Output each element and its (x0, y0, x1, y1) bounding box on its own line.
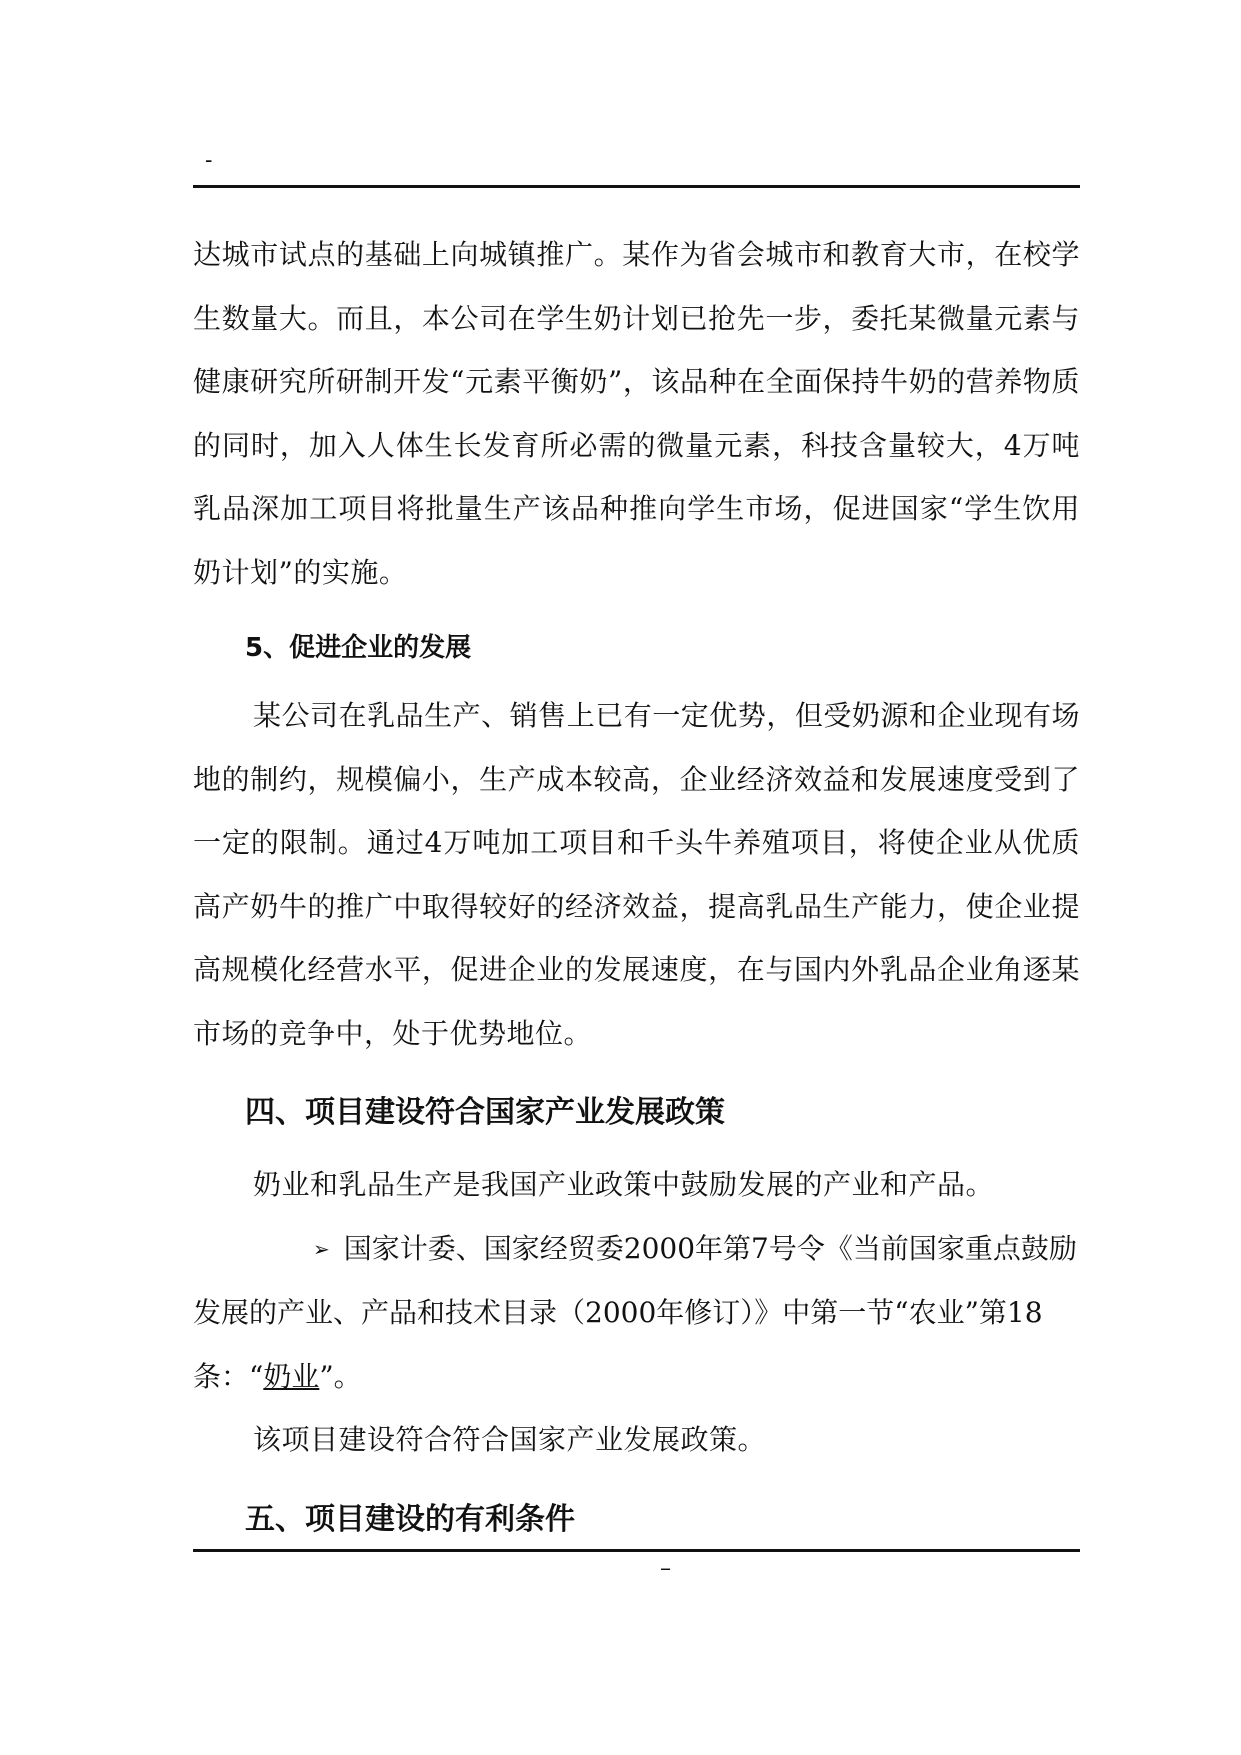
paragraph-policy-conclusion: 该项目建设符合符合国家产业发展政策。 (253, 1423, 767, 1456)
subheading-enterprise-development: 5、促进企业的发展 (245, 633, 472, 663)
footer-rule (193, 1549, 1080, 1552)
paragraph-enterprise-development: 某公司在乳品生产、销售上已有一定优势，但受奶源和企业现有场地的制约，规模偏小，生产成本较高，企业经济效益和发展速度受到了一定的限制。通过4万吨加工项目和千头牛养殖项目，将使企业从优质高产奶牛的推广中取得较好的经济效益，提高乳品生产能力，使企业提高规模化经营水平，促进企业的发展速度，在与国内外乳品企业角逐某市场的竞争中，处于优势地位。 (193, 699, 1080, 1050)
header-mark: - (205, 148, 213, 173)
paragraph-student-milk: 达城市试点的基础上向城镇推广。某作为省会城市和教育大市，在校学生数量大。而且，本公司在学生奶计划已抢先一步，委托某微量元素与健康研究所研制开发“元素平衡奶”，该品种在全面保持牛奶的营养物质的同时，加入人体生长发育所必需的微量元素，科技含量较大，4万吨乳品深加工项目将批量生产该品种推向学生市场，促进国家“学生饮用奶计划”的实施。 (193, 238, 1080, 589)
bullet-underlined-term: 奶业 (263, 1359, 320, 1393)
footer-mark: – (660, 1556, 671, 1581)
bullet-arrow-icon: ➢ (313, 1236, 330, 1261)
bullet-text: 国家计委、国家经贸委2000年第7号令《当前国家重点鼓励发展的产业、产品和技术目录（2000年修订）》中第一节“农业”第18条：“ (193, 1231, 1077, 1393)
header-rule (193, 185, 1080, 188)
bullet-item-policy-catalog (193, 1217, 1080, 1409)
section-title-favorable-conditions: 五、项目建设的有利条件 (245, 1501, 575, 1537)
section-title-industrial-policy: 四、项目建设符合国家产业发展政策 (245, 1095, 725, 1130)
bullet-tail: ”。 (319, 1359, 362, 1393)
paragraph-policy-intro: 奶业和乳品生产是我国产业政策中鼓励发展的产业和产品。 (253, 1168, 995, 1201)
document-body (193, 223, 1080, 1560)
